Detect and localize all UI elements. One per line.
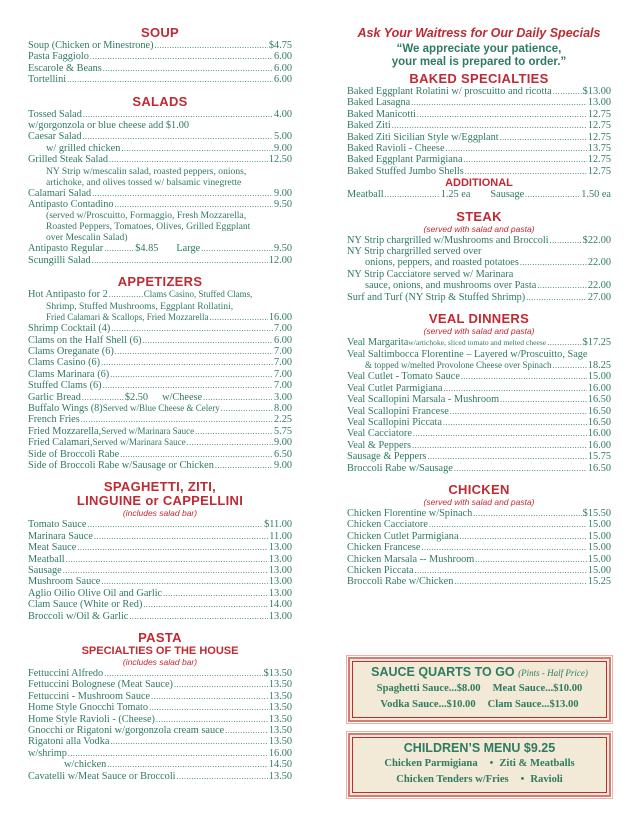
menu-item: Fettuccini Bolognese (Meat Sauce) ..... 13.50 bbox=[28, 679, 292, 690]
right-column bbox=[347, 26, 611, 588]
menu-item: Veal Scallopini Francese ..... 16.50 bbox=[347, 406, 611, 417]
menu-item: Chicken Cutlet Parmigiana ..... 15.00 bbox=[347, 531, 611, 542]
spaghetti-heading: SPAGHETTI, ZITI, bbox=[103, 479, 217, 495]
baked-list bbox=[347, 86, 611, 177]
menu-item: Veal Margarita w/artichoke, sliced tomato and melted cheese ..... $17.25 bbox=[347, 337, 611, 348]
menu-item: French Fries ..... 2.25 bbox=[28, 414, 292, 425]
menu-item: Veal Cutlet Parmigiana ..... 16.00 bbox=[347, 383, 611, 394]
appetizers-heading: APPETIZERS bbox=[117, 274, 203, 290]
steak-heading: STEAK bbox=[456, 208, 502, 224]
menu-item: Home Style Gnocchi Tomato ..... 13.50 bbox=[28, 702, 292, 713]
menu-item-note: w/gorgonzola or blue cheese add $1.00 bbox=[28, 120, 190, 132]
menu-item-line: NY Strip Cacciatore served w/ Marinara bbox=[347, 268, 514, 280]
menu-item: Marinara Sauce ..... 11.00 bbox=[28, 531, 292, 542]
menu-item-desc: (served w/Proscuitto, Formaggio, Fresh Mozzarella, bbox=[46, 210, 247, 222]
bullet-icon: • bbox=[520, 774, 525, 785]
menu-item: Aglio Oilio Olive Oil and Garlic ..... 13.00 bbox=[28, 588, 292, 599]
menu-item: & topped w/melted Provolone Cheese over Spinach ..... 18.25 bbox=[347, 360, 611, 371]
veal-note: (served with salad and pasta) bbox=[423, 326, 535, 337]
menu-item: Mushroom Sauce ..... 13.00 bbox=[28, 576, 292, 587]
spaghetti-list bbox=[28, 519, 292, 622]
menu-item-desc: Shrimp, Stuffed Mushrooms, Eggplant Rollatini, bbox=[46, 300, 234, 312]
menu-item-line: NY Strip chargrilled served over bbox=[347, 246, 482, 258]
menu-item: Antipasto Regular ..... $4.85 Large ..... 9.50 bbox=[28, 243, 292, 254]
menu-item: Pasta Faggiolo ..... 6.00 bbox=[28, 51, 292, 62]
menu-item: NY Strip chargrilled w/Mushrooms and Broccoli ..... $22.00 bbox=[347, 235, 611, 246]
menu-item: Clams Marinara (6) ..... 7.00 bbox=[28, 369, 292, 380]
menu-item-desc: Roasted Peppers, Tomatoes, Olives, Grilled Eggplant bbox=[46, 221, 251, 233]
menu-item: sauce, onions, and mushrooms over Pasta ..... 22.00 bbox=[347, 280, 611, 291]
menu-item: w/ grilled chicken ..... 9.00 bbox=[28, 143, 292, 154]
menu-item: Side of Broccoli Rabe w/Sausage or Chicken ..... 9.00 bbox=[28, 460, 292, 471]
baked-heading: BAKED SPECIALTIES bbox=[409, 71, 549, 86]
menu-item: Baked Ziti Sicilian Style w/Eggplant ..... 12.75 bbox=[347, 132, 611, 143]
menu-item: Caesar Salad ..... 5.00 bbox=[28, 131, 292, 142]
menu-item: Clams Casino (6) ..... 7.00 bbox=[28, 357, 292, 368]
menu-item: Hot Antipasto for 2 ..... Clams Casino, Stuffed Clams, bbox=[28, 289, 292, 300]
menu-item: Side of Broccoli Rabe ..... 6.50 bbox=[28, 449, 292, 460]
bullet-icon: • bbox=[489, 758, 494, 769]
additional-heading: ADDITIONAL bbox=[445, 177, 513, 190]
menu-item: Soup (Chicken or Minestrone) ..... $4.75 bbox=[28, 40, 292, 51]
menu-item: Chicken Florentine w/Spinach ..... $15.50 bbox=[347, 508, 611, 519]
sauce-line-2: Vodka Sauce...$10.00 Clam Sauce...$13.00 bbox=[380, 699, 579, 710]
pasta-heading: PASTA bbox=[138, 630, 182, 646]
menu-item-desc: NY Strip w/mescalin salad, roasted peppers, onions, bbox=[46, 165, 247, 177]
menu-item: Baked Eggplant Parmigiana ..... 12.75 bbox=[347, 154, 611, 165]
menu-item: Meat Sauce ..... 13.00 bbox=[28, 542, 292, 553]
menu-item: Baked Lasagna ..... 13.00 bbox=[347, 97, 611, 108]
menu-item: Scungilli Salad ..... 12.00 bbox=[28, 255, 292, 266]
menu-item: Shrimp Cocktail (4) ..... 7.00 bbox=[28, 323, 292, 334]
veal-list bbox=[347, 337, 611, 474]
salads-list bbox=[28, 109, 292, 267]
menu-item: Broccoli Rabe w/Chicken ..... 15.25 bbox=[347, 576, 611, 587]
patience-quote-line1: “We appreciate your patience, bbox=[396, 43, 562, 55]
menu-item-line: Veal Saltimbocca Florentine – Layered w/Proscuitto, Sage bbox=[347, 348, 588, 360]
menu-item: Clam Sauce (White or Red) ..... 14.00 bbox=[28, 599, 292, 610]
menu-item: Chicken Marsala -- Mushroom ..... 15.00 bbox=[347, 554, 611, 565]
sauce-quarts-box bbox=[348, 657, 611, 722]
pasta-note: (includes salad bar) bbox=[122, 657, 198, 668]
menu-item: Veal Cutlet - Tomato Sauce ..... 15.00 bbox=[347, 371, 611, 382]
veal-heading: VEAL DINNERS bbox=[428, 311, 530, 327]
menu-item: Fried Calamari, Served w/Marinara Sauce ..... 9.00 bbox=[28, 437, 292, 448]
menu-item: Baked Ziti ..... 12.75 bbox=[347, 120, 611, 131]
sauce-quarts-aside: (Pints - Half Price) bbox=[518, 668, 588, 678]
menu-item: Veal & Peppers ..... 16.00 bbox=[347, 440, 611, 451]
menu-item: Veal Cacciatore ..... 16.00 bbox=[347, 428, 611, 439]
menu-item: Broccoli w/Oil & Garlic ..... 13.00 bbox=[28, 611, 292, 622]
menu-item: Stuffed Clams (6) ..... 7.00 bbox=[28, 380, 292, 391]
chicken-note: (served with salad and pasta) bbox=[423, 496, 535, 507]
menu-item: w/chicken ..... 14.50 bbox=[28, 759, 292, 770]
childrens-line-1: Chicken Parmigiana • Ziti & Meatballs bbox=[384, 758, 575, 769]
additional-items: Meatball ..... 1.25 ea Sausage ..... 1.50 ea bbox=[347, 189, 611, 200]
menu-item: Veal Scallopini Marsala - Mushroom ..... 16.50 bbox=[347, 394, 611, 405]
menu-item: Rigatoni alla Vodka ..... 13.50 bbox=[28, 736, 292, 747]
sauce-quarts-title: SAUCE QUARTS TO GO (Pints - Half Price) bbox=[371, 665, 588, 679]
pasta-list bbox=[28, 668, 292, 782]
soup-list bbox=[28, 40, 292, 86]
menu-item: Clams on the Half Shell (6) ..... 6.00 bbox=[28, 335, 292, 346]
left-column bbox=[28, 26, 292, 782]
menu-item: Antipasto Contadino ..... 9.50 bbox=[28, 199, 292, 210]
menu-item: Sausage & Peppers ..... 15.75 bbox=[347, 451, 611, 462]
soup-heading: SOUP bbox=[140, 25, 180, 40]
childrens-menu-title: CHILDREN’S MENU $9.25 bbox=[403, 741, 556, 755]
steak-note: (served with salad and pasta) bbox=[423, 223, 535, 234]
spaghetti-heading-line2: LINGUINE or CAPPELLINI bbox=[76, 493, 244, 509]
menu-item: Sausage ..... 13.00 bbox=[28, 565, 292, 576]
menu-item: Baked Stuffed Jumbo Shells ..... 12.75 bbox=[347, 166, 611, 177]
sauce-line-1: Spaghetti Sauce...$8.00 Meat Sauce...$10.00 bbox=[376, 683, 583, 694]
menu-item: Fried Calamari & Scallops, Fried Mozzarella ..... 16.00 bbox=[28, 312, 292, 323]
menu-item: Fettuccini Alfredo ..... $13.50 bbox=[28, 668, 292, 679]
menu-item: Surf and Turf (NY Strip & Stuffed Shrimp) ..... 27.00 bbox=[347, 292, 611, 303]
menu-item: Clams Oreganate (6) ..... 7.00 bbox=[28, 346, 292, 357]
menu-item: Chicken Francese ..... 15.00 bbox=[347, 542, 611, 553]
chicken-heading: CHICKEN bbox=[448, 481, 510, 497]
menu-item: Chicken Piccata ..... 15.00 bbox=[347, 565, 611, 576]
menu-item: Grilled Steak Salad ..... 12.50 bbox=[28, 154, 292, 165]
menu-item: Tomato Sauce ..... $11.00 bbox=[28, 519, 292, 530]
salads-heading: SALADS bbox=[132, 93, 188, 109]
menu-item: Fried Mozzarella, Served w/Marinara Sauce ..... 5.75 bbox=[28, 426, 292, 437]
menu-item: w/shrimp ..... 16.00 bbox=[28, 748, 292, 759]
menu-item: Baked Ravioli - Cheese ..... 13.75 bbox=[347, 143, 611, 154]
menu-item: Baked Eggplant Rolatini w/ proscuitto and ricotta ..... $13.00 bbox=[347, 86, 611, 97]
childrens-line-2: Chicken Tenders w/Fries • Ravioli bbox=[396, 774, 563, 785]
menu-item: Meatball ..... 13.00 bbox=[28, 554, 292, 565]
menu-item: Garlic Bread ..... $2.50 w/Cheese ..... 3.00 bbox=[28, 392, 292, 403]
menu-item: Broccoli Rabe w/Sausage ..... 16.50 bbox=[347, 463, 611, 474]
chicken-list bbox=[347, 508, 611, 588]
menu-item: Baked Manicotti ..... 12.75 bbox=[347, 109, 611, 120]
menu-item: Buffalo Wings (8) Served w/Blue Cheese & Celery ..... 8.00 bbox=[28, 403, 292, 414]
pasta-subheading: SPECIALTIES OF THE HOUSE bbox=[81, 645, 239, 658]
spaghetti-note: (includes salad bar) bbox=[122, 508, 198, 519]
menu-item: onions, peppers, and roasted potatoes ..... 22.00 bbox=[347, 257, 611, 268]
menu-item: Gnocchi or Rigatoni w/gorgonzola cream sauce ..... 13.50 bbox=[28, 725, 292, 736]
menu-item: Tossed Salad ..... 4.00 bbox=[28, 109, 292, 120]
menu-item-desc: artichoke, and olives tossed w/ balsamic vinegrette bbox=[46, 176, 242, 188]
menu-item: Veal Scallopini Piccata ..... 16.50 bbox=[347, 417, 611, 428]
menu-item: Home Style Ravioli - (Cheese) ..... 13.50 bbox=[28, 714, 292, 725]
childrens-menu-box bbox=[348, 733, 611, 797]
steak-list bbox=[347, 235, 611, 303]
menu-item: Calamari Salad ..... 9.00 bbox=[28, 188, 292, 199]
menu-item: Escarole & Beans ..... 6.00 bbox=[28, 63, 292, 74]
menu-item: Cavatelli w/Meat Sauce or Broccoli ..... 13.50 bbox=[28, 771, 292, 782]
menu-item: Chicken Cacciatore ..... 15.00 bbox=[347, 519, 611, 530]
menu-item: Fettuccini - Mushroom Sauce ..... 13.50 bbox=[28, 691, 292, 702]
patience-quote-line2: your meal is prepared to order.” bbox=[391, 55, 567, 68]
menu-item-desc: over Mescalin Salad) bbox=[46, 232, 128, 244]
appetizers-list bbox=[28, 289, 292, 471]
daily-specials-tagline: Ask Your Waitress for Our Daily Specials bbox=[357, 26, 601, 40]
menu-item: Tortellini ..... 6.00 bbox=[28, 74, 292, 85]
